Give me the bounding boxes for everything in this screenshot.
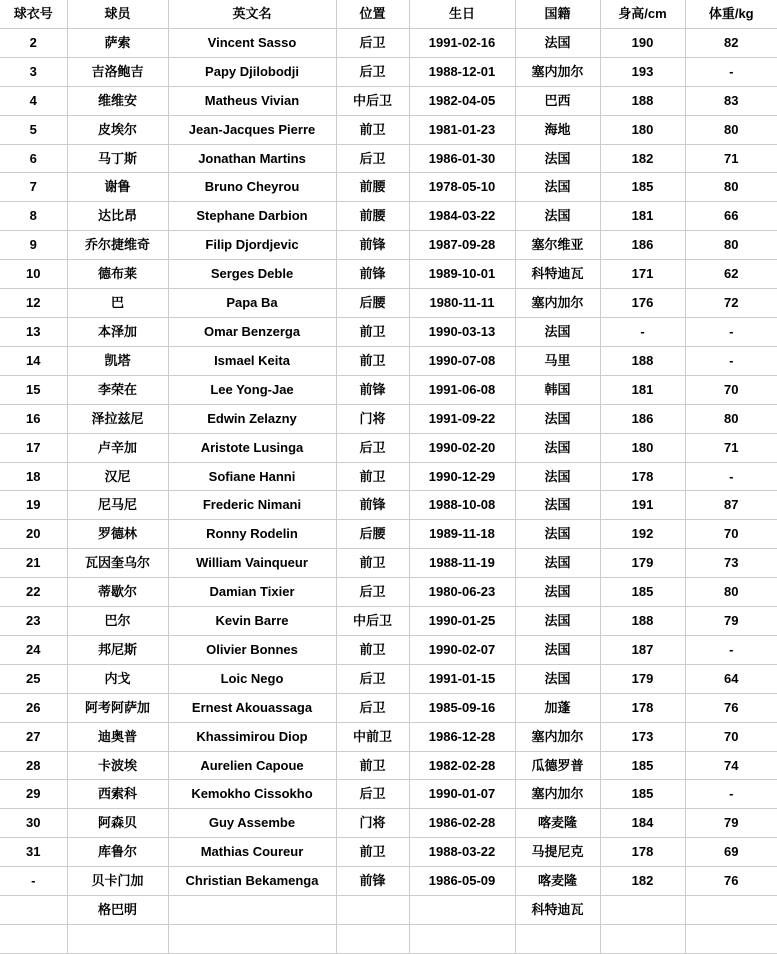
cell-english-name: Mathias Coureur xyxy=(168,838,336,867)
cell-weight: 70 xyxy=(685,722,777,751)
cell-player-name: 李荣在 xyxy=(67,375,168,404)
cell-height: 185 xyxy=(600,780,685,809)
table-row xyxy=(0,693,777,722)
cell-position: 门将 xyxy=(336,404,409,433)
cell-position: 中后卫 xyxy=(336,607,409,636)
cell-english-name: Serges Deble xyxy=(168,260,336,289)
cell-weight: 70 xyxy=(685,520,777,549)
table-row xyxy=(0,809,777,838)
table-row xyxy=(0,491,777,520)
table-row xyxy=(0,173,777,202)
cell-height: 181 xyxy=(600,202,685,231)
cell-position: 后卫 xyxy=(336,144,409,173)
table-row xyxy=(0,635,777,664)
cell-height: 178 xyxy=(600,693,685,722)
cell-birthday: 1986-12-28 xyxy=(409,722,515,751)
table-row xyxy=(0,144,777,173)
cell-jersey-number: 13 xyxy=(0,317,67,346)
cell-weight: 87 xyxy=(685,491,777,520)
cell-player-name: 罗德林 xyxy=(67,520,168,549)
cell-nationality: 法国 xyxy=(515,607,600,636)
cell-english-name: Lee Yong-Jae xyxy=(168,375,336,404)
cell-position: 前卫 xyxy=(336,751,409,780)
cell-nationality: 喀麦隆 xyxy=(515,867,600,896)
cell-birthday: 1985-09-16 xyxy=(409,693,515,722)
cell-position: 前锋 xyxy=(336,375,409,404)
cell-position: 后卫 xyxy=(336,780,409,809)
col-header-height: 身高/cm xyxy=(600,0,685,28)
cell-player-name: 格巴明 xyxy=(67,896,168,925)
cell-english-name: Christian Bekamenga xyxy=(168,867,336,896)
cell-player-name: 迪奥普 xyxy=(67,722,168,751)
cell-height: 188 xyxy=(600,346,685,375)
col-header-birthday: 生日 xyxy=(409,0,515,28)
cell-height: 179 xyxy=(600,549,685,578)
cell-english-name: Frederic Nimani xyxy=(168,491,336,520)
table-row xyxy=(0,664,777,693)
cell-weight: 80 xyxy=(685,231,777,260)
table-row xyxy=(0,838,777,867)
cell-height: 182 xyxy=(600,144,685,173)
cell-nationality: 法国 xyxy=(515,491,600,520)
cell-player-name: 维维安 xyxy=(67,86,168,115)
cell-english-name: Omar Benzerga xyxy=(168,317,336,346)
cell-player-name: 西索科 xyxy=(67,780,168,809)
cell-birthday: 1988-10-08 xyxy=(409,491,515,520)
cell-height: 181 xyxy=(600,375,685,404)
cell-birthday: 1990-01-25 xyxy=(409,607,515,636)
cell-weight: 69 xyxy=(685,838,777,867)
cell-weight xyxy=(685,896,777,925)
cell-nationality: 塞内加尔 xyxy=(515,57,600,86)
cell-position: 门将 xyxy=(336,809,409,838)
header-row xyxy=(0,0,777,28)
cell-english-name: Bruno Cheyrou xyxy=(168,173,336,202)
cell-weight: 83 xyxy=(685,86,777,115)
cell-height: 180 xyxy=(600,115,685,144)
cell-birthday: 1982-02-28 xyxy=(409,751,515,780)
cell-english-name: Guy Assembe xyxy=(168,809,336,838)
cell-english-name: Papy Djilobodji xyxy=(168,57,336,86)
cell-jersey-number: 26 xyxy=(0,693,67,722)
cell-player-name: 马丁斯 xyxy=(67,144,168,173)
cell-birthday: 1990-12-29 xyxy=(409,462,515,491)
table-row xyxy=(0,925,777,954)
cell-english-name: Aurelien Capoue xyxy=(168,751,336,780)
cell-birthday: 1982-04-05 xyxy=(409,86,515,115)
cell-english-name xyxy=(168,896,336,925)
cell-position: 前卫 xyxy=(336,635,409,664)
cell-english-name: Olivier Bonnes xyxy=(168,635,336,664)
cell-position: 前腰 xyxy=(336,173,409,202)
cell-nationality: 法国 xyxy=(515,462,600,491)
cell-position: 前卫 xyxy=(336,346,409,375)
cell-height: 185 xyxy=(600,578,685,607)
table-row xyxy=(0,202,777,231)
cell-jersey-number: - xyxy=(0,867,67,896)
cell-birthday: 1991-02-16 xyxy=(409,28,515,57)
cell-player-name: 贝卡门加 xyxy=(67,867,168,896)
cell-weight: 80 xyxy=(685,173,777,202)
cell-jersey-number: 4 xyxy=(0,86,67,115)
cell-height: 178 xyxy=(600,838,685,867)
cell-height: 184 xyxy=(600,809,685,838)
cell-position: 前锋 xyxy=(336,491,409,520)
cell-player-name: 内戈 xyxy=(67,664,168,693)
cell-nationality xyxy=(515,925,600,954)
cell-jersey-number: 2 xyxy=(0,28,67,57)
cell-birthday: 1991-01-15 xyxy=(409,664,515,693)
cell-birthday: 1990-02-07 xyxy=(409,635,515,664)
cell-english-name: Ismael Keita xyxy=(168,346,336,375)
cell-weight: 80 xyxy=(685,115,777,144)
cell-weight: - xyxy=(685,462,777,491)
cell-height: - xyxy=(600,317,685,346)
cell-nationality: 法国 xyxy=(515,520,600,549)
table-row xyxy=(0,57,777,86)
cell-nationality: 法国 xyxy=(515,144,600,173)
table-row xyxy=(0,462,777,491)
col-header-position: 位置 xyxy=(336,0,409,28)
cell-height: 186 xyxy=(600,404,685,433)
cell-height: 191 xyxy=(600,491,685,520)
cell-english-name: Vincent Sasso xyxy=(168,28,336,57)
cell-birthday xyxy=(409,925,515,954)
col-header-weight: 体重/kg xyxy=(685,0,777,28)
cell-weight: 82 xyxy=(685,28,777,57)
cell-nationality: 法国 xyxy=(515,578,600,607)
cell-position xyxy=(336,896,409,925)
cell-nationality: 法国 xyxy=(515,549,600,578)
cell-position: 前锋 xyxy=(336,231,409,260)
cell-position: 后卫 xyxy=(336,693,409,722)
cell-player-name: 乔尔捷维奇 xyxy=(67,231,168,260)
cell-player-name: 吉洛鲍吉 xyxy=(67,57,168,86)
cell-jersey-number: 29 xyxy=(0,780,67,809)
cell-weight: 74 xyxy=(685,751,777,780)
cell-english-name: Kevin Barre xyxy=(168,607,336,636)
cell-nationality: 海地 xyxy=(515,115,600,144)
cell-english-name: Ernest Akouassaga xyxy=(168,693,336,722)
cell-english-name: Sofiane Hanni xyxy=(168,462,336,491)
cell-player-name: 巴尔 xyxy=(67,607,168,636)
table-row xyxy=(0,578,777,607)
cell-jersey-number: 22 xyxy=(0,578,67,607)
table-header xyxy=(0,0,777,28)
cell-nationality: 法国 xyxy=(515,28,600,57)
cell-english-name: Filip Djordjevic xyxy=(168,231,336,260)
cell-position: 后卫 xyxy=(336,28,409,57)
cell-height: 180 xyxy=(600,433,685,462)
cell-position: 中前卫 xyxy=(336,722,409,751)
cell-weight: 72 xyxy=(685,289,777,318)
table-row xyxy=(0,433,777,462)
cell-nationality: 瓜德罗普 xyxy=(515,751,600,780)
cell-birthday: 1987-09-28 xyxy=(409,231,515,260)
cell-player-name: 库鲁尔 xyxy=(67,838,168,867)
cell-position: 前卫 xyxy=(336,115,409,144)
cell-jersey-number: 9 xyxy=(0,231,67,260)
table-row xyxy=(0,260,777,289)
cell-english-name: Matheus Vivian xyxy=(168,86,336,115)
cell-player-name: 邦尼斯 xyxy=(67,635,168,664)
cell-player-name: 尼马尼 xyxy=(67,491,168,520)
table-row xyxy=(0,780,777,809)
cell-jersey-number: 15 xyxy=(0,375,67,404)
cell-jersey-number: 10 xyxy=(0,260,67,289)
cell-english-name: Kemokho Cissokho xyxy=(168,780,336,809)
cell-height xyxy=(600,896,685,925)
cell-jersey-number: 7 xyxy=(0,173,67,202)
cell-jersey-number: 27 xyxy=(0,722,67,751)
cell-nationality: 科特迪瓦 xyxy=(515,260,600,289)
cell-height: 187 xyxy=(600,635,685,664)
cell-jersey-number: 24 xyxy=(0,635,67,664)
col-header-nationality: 国籍 xyxy=(515,0,600,28)
cell-birthday: 1988-12-01 xyxy=(409,57,515,86)
cell-player-name: 凯塔 xyxy=(67,346,168,375)
cell-nationality: 加蓬 xyxy=(515,693,600,722)
cell-position: 后卫 xyxy=(336,578,409,607)
table-row xyxy=(0,115,777,144)
cell-birthday: 1988-03-22 xyxy=(409,838,515,867)
table-row xyxy=(0,28,777,57)
cell-weight: 76 xyxy=(685,693,777,722)
cell-english-name: Loic Nego xyxy=(168,664,336,693)
cell-nationality: 法国 xyxy=(515,433,600,462)
cell-english-name: Aristote Lusinga xyxy=(168,433,336,462)
cell-position: 后卫 xyxy=(336,433,409,462)
cell-player-name: 德布莱 xyxy=(67,260,168,289)
cell-weight: 79 xyxy=(685,607,777,636)
cell-player-name: 本泽加 xyxy=(67,317,168,346)
cell-english-name: Jean-Jacques Pierre xyxy=(168,115,336,144)
cell-english-name: Ronny Rodelin xyxy=(168,520,336,549)
cell-height: 192 xyxy=(600,520,685,549)
cell-birthday: 1986-05-09 xyxy=(409,867,515,896)
cell-player-name xyxy=(67,925,168,954)
cell-weight: 76 xyxy=(685,867,777,896)
cell-weight: 64 xyxy=(685,664,777,693)
cell-jersey-number: 28 xyxy=(0,751,67,780)
cell-jersey-number: 16 xyxy=(0,404,67,433)
cell-jersey-number: 17 xyxy=(0,433,67,462)
cell-birthday: 1978-05-10 xyxy=(409,173,515,202)
cell-birthday: 1986-01-30 xyxy=(409,144,515,173)
cell-jersey-number: 3 xyxy=(0,57,67,86)
cell-weight: - xyxy=(685,57,777,86)
cell-nationality: 塞内加尔 xyxy=(515,780,600,809)
cell-weight: 80 xyxy=(685,404,777,433)
table-row xyxy=(0,896,777,925)
cell-birthday: 1984-03-22 xyxy=(409,202,515,231)
cell-nationality: 法国 xyxy=(515,173,600,202)
cell-jersey-number: 25 xyxy=(0,664,67,693)
cell-english-name xyxy=(168,925,336,954)
table-row xyxy=(0,867,777,896)
table-row xyxy=(0,520,777,549)
cell-birthday: 1988-11-19 xyxy=(409,549,515,578)
cell-nationality: 法国 xyxy=(515,404,600,433)
cell-weight: 79 xyxy=(685,809,777,838)
cell-position: 前锋 xyxy=(336,867,409,896)
cell-player-name: 瓦因奎乌尔 xyxy=(67,549,168,578)
cell-birthday: 1986-02-28 xyxy=(409,809,515,838)
cell-weight: 62 xyxy=(685,260,777,289)
cell-position: 前卫 xyxy=(336,549,409,578)
table-row xyxy=(0,231,777,260)
cell-position: 前腰 xyxy=(336,202,409,231)
cell-weight: - xyxy=(685,346,777,375)
col-header-english-name: 英文名 xyxy=(168,0,336,28)
cell-birthday: 1991-09-22 xyxy=(409,404,515,433)
table-row xyxy=(0,86,777,115)
col-header-jersey-number: 球衣号 xyxy=(0,0,67,28)
cell-english-name: Stephane Darbion xyxy=(168,202,336,231)
cell-nationality: 韩国 xyxy=(515,375,600,404)
cell-weight: 71 xyxy=(685,433,777,462)
cell-jersey-number: 19 xyxy=(0,491,67,520)
cell-jersey-number: 6 xyxy=(0,144,67,173)
cell-height: 186 xyxy=(600,231,685,260)
cell-position: 中后卫 xyxy=(336,86,409,115)
cell-nationality: 马提尼克 xyxy=(515,838,600,867)
table-row xyxy=(0,549,777,578)
table-row xyxy=(0,607,777,636)
cell-jersey-number: 5 xyxy=(0,115,67,144)
cell-english-name: William Vainqueur xyxy=(168,549,336,578)
cell-height: 185 xyxy=(600,173,685,202)
cell-nationality: 塞内加尔 xyxy=(515,289,600,318)
cell-english-name: Papa Ba xyxy=(168,289,336,318)
cell-weight: 73 xyxy=(685,549,777,578)
cell-position: 前锋 xyxy=(336,260,409,289)
cell-birthday xyxy=(409,896,515,925)
cell-nationality: 喀麦隆 xyxy=(515,809,600,838)
cell-jersey-number: 12 xyxy=(0,289,67,318)
cell-nationality: 法国 xyxy=(515,317,600,346)
cell-player-name: 蒂歇尔 xyxy=(67,578,168,607)
cell-weight xyxy=(685,925,777,954)
cell-height: 173 xyxy=(600,722,685,751)
table-row xyxy=(0,375,777,404)
table-row xyxy=(0,346,777,375)
cell-height xyxy=(600,925,685,954)
player-table-body xyxy=(0,28,777,953)
cell-english-name: Damian Tixier xyxy=(168,578,336,607)
cell-weight: - xyxy=(685,635,777,664)
cell-player-name: 阿森贝 xyxy=(67,809,168,838)
cell-position xyxy=(336,925,409,954)
cell-birthday: 1980-11-11 xyxy=(409,289,515,318)
cell-player-name: 阿考阿萨加 xyxy=(67,693,168,722)
cell-birthday: 1981-01-23 xyxy=(409,115,515,144)
table-row xyxy=(0,722,777,751)
cell-birthday: 1990-01-07 xyxy=(409,780,515,809)
cell-weight: 70 xyxy=(685,375,777,404)
cell-nationality: 塞尔维亚 xyxy=(515,231,600,260)
cell-player-name: 萨索 xyxy=(67,28,168,57)
cell-birthday: 1990-03-13 xyxy=(409,317,515,346)
cell-weight: 71 xyxy=(685,144,777,173)
cell-jersey-number: 23 xyxy=(0,607,67,636)
cell-jersey-number xyxy=(0,896,67,925)
cell-height: 179 xyxy=(600,664,685,693)
col-header-player-name: 球员 xyxy=(67,0,168,28)
cell-height: 178 xyxy=(600,462,685,491)
cell-jersey-number: 8 xyxy=(0,202,67,231)
cell-birthday: 1989-11-18 xyxy=(409,520,515,549)
cell-birthday: 1989-10-01 xyxy=(409,260,515,289)
cell-nationality: 塞内加尔 xyxy=(515,722,600,751)
cell-birthday: 1980-06-23 xyxy=(409,578,515,607)
cell-position: 前卫 xyxy=(336,462,409,491)
cell-nationality: 法国 xyxy=(515,635,600,664)
cell-birthday: 1990-02-20 xyxy=(409,433,515,462)
cell-player-name: 卢辛加 xyxy=(67,433,168,462)
cell-jersey-number: 31 xyxy=(0,838,67,867)
cell-position: 后腰 xyxy=(336,520,409,549)
cell-height: 185 xyxy=(600,751,685,780)
cell-english-name: Edwin Zelazny xyxy=(168,404,336,433)
cell-position: 后腰 xyxy=(336,289,409,318)
table-row xyxy=(0,751,777,780)
cell-player-name: 皮埃尔 xyxy=(67,115,168,144)
cell-nationality: 法国 xyxy=(515,664,600,693)
cell-english-name: Khassimirou Diop xyxy=(168,722,336,751)
table-row xyxy=(0,317,777,346)
cell-height: 176 xyxy=(600,289,685,318)
cell-player-name: 汉尼 xyxy=(67,462,168,491)
cell-nationality: 巴西 xyxy=(515,86,600,115)
cell-height: 193 xyxy=(600,57,685,86)
cell-jersey-number: 14 xyxy=(0,346,67,375)
cell-birthday: 1990-07-08 xyxy=(409,346,515,375)
cell-player-name: 卡波埃 xyxy=(67,751,168,780)
cell-nationality: 马里 xyxy=(515,346,600,375)
cell-position: 后卫 xyxy=(336,57,409,86)
cell-position: 后卫 xyxy=(336,664,409,693)
cell-position: 前卫 xyxy=(336,838,409,867)
cell-jersey-number xyxy=(0,925,67,954)
cell-birthday: 1991-06-08 xyxy=(409,375,515,404)
cell-weight: - xyxy=(685,780,777,809)
cell-player-name: 达比昂 xyxy=(67,202,168,231)
cell-jersey-number: 30 xyxy=(0,809,67,838)
cell-height: 188 xyxy=(600,86,685,115)
cell-player-name: 谢鲁 xyxy=(67,173,168,202)
cell-height: 182 xyxy=(600,867,685,896)
cell-player-name: 泽拉兹尼 xyxy=(67,404,168,433)
cell-english-name: Jonathan Martins xyxy=(168,144,336,173)
table-row xyxy=(0,289,777,318)
cell-jersey-number: 20 xyxy=(0,520,67,549)
cell-position: 前卫 xyxy=(336,317,409,346)
table-row xyxy=(0,404,777,433)
cell-weight: 66 xyxy=(685,202,777,231)
cell-nationality: 法国 xyxy=(515,202,600,231)
cell-player-name: 巴 xyxy=(67,289,168,318)
cell-weight: - xyxy=(685,317,777,346)
cell-height: 190 xyxy=(600,28,685,57)
cell-nationality: 科特迪瓦 xyxy=(515,896,600,925)
cell-height: 171 xyxy=(600,260,685,289)
cell-jersey-number: 18 xyxy=(0,462,67,491)
cell-jersey-number: 21 xyxy=(0,549,67,578)
cell-weight: 80 xyxy=(685,578,777,607)
cell-height: 188 xyxy=(600,607,685,636)
